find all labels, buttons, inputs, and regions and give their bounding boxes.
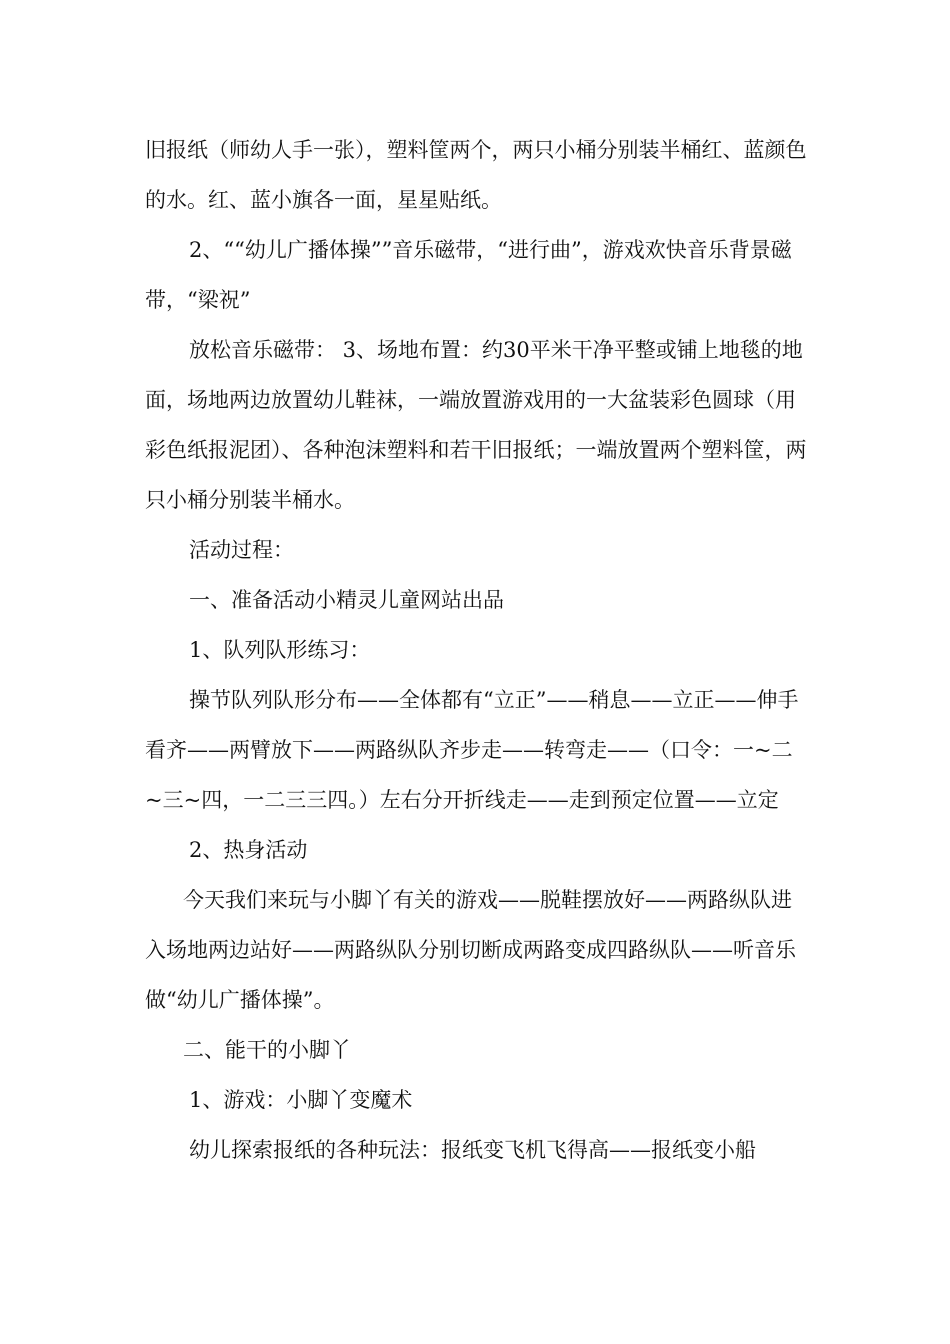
paragraph-venue-setup: 放松音乐磁带： 3、场地布置：约30平米干净平整或铺上地毯的地面，场地两边放置幼儿鞋袜，一端放置游戏用的一大盆装彩色圆球（用彩色纸报泥团）、各种泡沫塑料和若干旧报纸；一端放置两个塑料筐，两只小桶分别装半桶水。 (145, 338, 807, 512)
heading-activity-process: 活动过程： (189, 538, 294, 562)
paragraph-newspaper-play: 幼儿探索报纸的各种玩法：报纸变飞机飞得高——报纸变小船 (189, 1138, 756, 1162)
paragraph-materials: 旧报纸（师幼人手一张），塑料筐两个，两只小桶分别装半桶红、蓝颜色的水。红、蓝小旗各一面，星星贴纸。 (145, 138, 807, 212)
heading-warmup-prep: 一、准备活动小精灵儿童网站出品 (189, 588, 504, 612)
heading-formation-practice: 1、队列队形练习： (189, 638, 371, 662)
heading-capable-feet: 二、能干的小脚丫 (183, 1038, 351, 1062)
paragraph-music-tapes: 2、““幼儿广播体操””音乐磁带，“进行曲”，游戏欢快音乐背景磁带，“梁祝” (145, 238, 792, 312)
paragraph-warmup-steps: 今天我们来玩与小脚丫有关的游戏——脱鞋摆放好——两路纵队进入场地两边站好——两路纵队分别切断成两路变成四路纵队——听音乐做“幼儿广播体操”。 (145, 888, 796, 1012)
paragraph-formation-steps: 操节队列队形分布——全体都有“立正”——稍息——立正——伸手看齐——两臂放下——两路纵队齐步走——转弯走——（口令：一~二~三~四，一二三三四。）左右分开折线走——走到预定位置——立定 (145, 688, 799, 812)
heading-magic-game: 1、游戏：小脚丫变魔术 (189, 1088, 413, 1112)
document-body (145, 125, 810, 1175)
heading-warmup-activity: 2、热身活动 (189, 838, 308, 862)
